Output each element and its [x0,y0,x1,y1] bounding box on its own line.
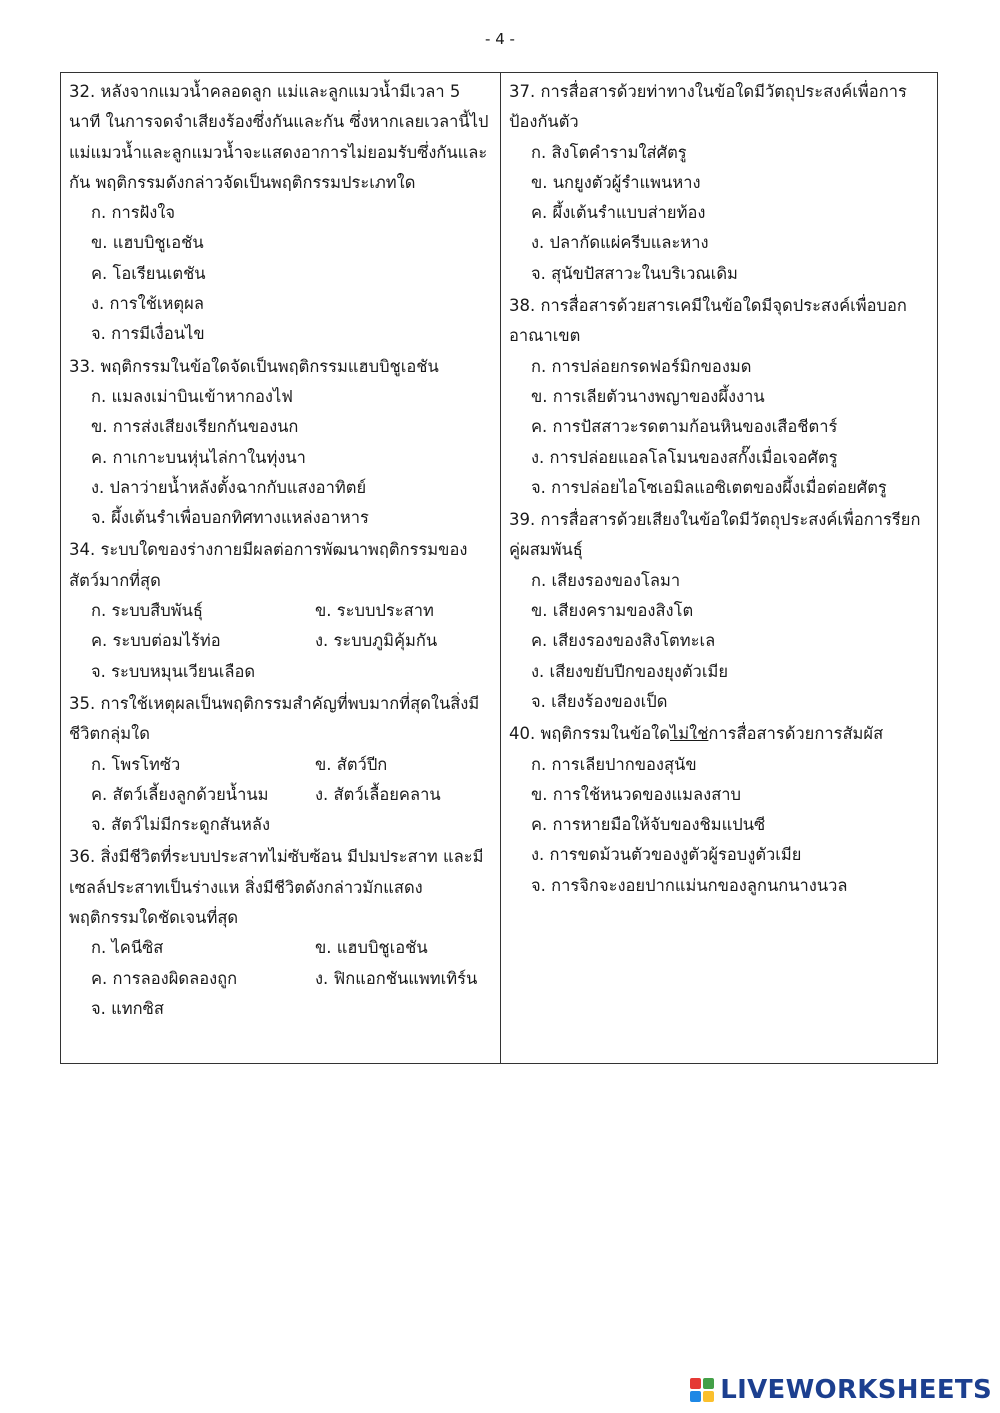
option[interactable]: จ. การจิกจะงอยปากแม่นกของลูกนกนางนวล [531,875,848,895]
option[interactable]: ค. โอเรียนเตชัน [91,263,206,283]
option[interactable]: ง. ปลาว่ายน้ำหลังตั้งฉากกับแสงอาทิตย์ [91,477,367,497]
question-36 [69,842,492,1024]
question-stem: 39. การสื่อสารด้วยเสียงในข้อใดมีวัตถุประสงค์เพื่อการรียกคู่ผสมพันธุ์ [509,510,921,560]
option[interactable]: ง. เสียงขยับปีกของยุงตัวเมีย [531,661,729,681]
question-stem: 37. การสื่อสารด้วยท่าทางในข้อใดมีวัตถุประสงค์เพื่อการป้องกันตัว [509,82,907,132]
question-40 [509,719,929,901]
question-table [60,72,938,1064]
option[interactable]: ค. การลองผิดลองถูก [91,968,238,988]
option[interactable]: จ. การมีเงื่อนไข [91,324,205,344]
option[interactable]: ข. สัตว์ปีก [315,754,388,774]
question-37 [509,77,929,289]
option[interactable]: ข. การส่งเสียงเรียกกันของนก [91,417,299,437]
question-stem [509,719,929,749]
option[interactable]: ง. การปล่อยแอลโลโมนของสกั๊งเมื่อเจอศัตรู [531,447,838,467]
question-stem: 32. หลังจากแมวน้ำคลอดลูก แม่และลูกแมวน้ำมีเวลา 5 นาที ในการจดจำเสียงร้องซึ่งกันและกัน ซึ่งหากเลยเวลานี้ไป แม่แมวน้ำและลูกแมวน้ำจะแสดงอาการไม่ยอมรับซึ่งกันและกัน พฤติกรรมดังกล่าวจัดเป็นพฤติกรรมประเภทใด [69,82,489,192]
option[interactable]: ค. กาเกาะบนหุ่นไล่กาในทุ่งนา [91,447,306,467]
option[interactable]: ค. สัตว์เลี้ยงลูกด้วยน้ำนม [91,784,269,804]
option[interactable]: จ. การปล่อยไอโซเอมิลแอซิเตตของผึ้งเมื่อต่อยศัตรู [531,477,887,497]
option[interactable]: ก. ระบบสืบพันธุ์ [91,601,203,621]
option[interactable]: ก. การฝังใจ [91,203,176,223]
option[interactable]: ง. ปลากัดแผ่ครีบและหาง [531,233,709,253]
question-stem: 34. ระบบใดของร่างกายมีผลต่อการพัฒนาพฤติกรรมของสัตว์มากที่สุด [69,540,468,590]
option[interactable]: ข. นกยูงตัวผู้รำแพนหาง [531,172,701,192]
option[interactable]: ข. การใช้หนวดของแมลงสาบ [531,784,742,804]
liveworksheets-logo [690,1375,992,1405]
question-34 [69,535,492,686]
option[interactable]: จ. เสียงร้องของเป็ด [531,691,668,711]
question-38 [509,291,929,503]
option[interactable]: ก. การปล่อยกรดฟอร์มิกของมด [531,356,752,376]
option[interactable]: ง. การขดม้วนตัวของงูตัวผู้รอบงูตัวเมีย [531,845,802,865]
option[interactable]: ค. การปัสสาวะรดตามก้อนหินของเสือชีตาร์ [531,417,838,437]
right-column [501,73,937,1063]
option[interactable]: ง. การใช้เหตุผล [91,294,204,314]
option[interactable]: จ. สัตว์ไม่มีกระดูกสันหลัง [91,815,271,835]
option[interactable]: ก. โพรโทซัว [91,754,181,774]
option[interactable]: ก. สิงโตคำรามใส่ศัตรู [531,142,687,162]
option[interactable]: จ. ระบบหมุนเวียนเลือด [91,661,256,681]
stem-before: 40. พฤติกรรมในข้อใด [509,724,670,744]
question-39 [509,505,929,717]
option[interactable]: ค. เสียงรองของสิงโตทะเล [531,631,716,651]
page-number: - 4 - [485,30,515,48]
option[interactable]: จ. ผึ้งเต้นรำเพื่อบอกทิศทางแหล่งอาหาร [91,508,369,528]
question-35 [69,689,492,840]
option[interactable]: จ. สุนัขปัสสาวะในบริเวณเดิม [531,263,738,283]
option[interactable]: ก. ไคนีซิส [91,938,164,958]
question-stem: 38. การสื่อสารด้วยสารเคมีในข้อใดมีจุดประสงค์เพื่อบอกอาณาเขต [509,296,907,346]
question-stem: 35. การใช้เหตุผลเป็นพฤติกรรมสำคัญที่พบมากที่สุดในสิ่งมีชีวิตกลุ่มใด [69,693,480,744]
option[interactable]: ข. ระบบประสาท [315,601,434,621]
option[interactable]: ง. สัตว์เลื้อยคลาน [315,784,441,804]
option[interactable]: ข. แฮบบิชูเอชัน [315,938,428,958]
option[interactable]: ข. แฮบบิชูเอชัน [91,233,204,253]
question-32 [69,77,492,350]
option[interactable]: ง. ฟิกแอกชันแพทเทิร์น [315,968,478,988]
question-stem: 36. สิ่งมีชีวิตที่ระบบประสาทไม่ซับซ้อน มีปมประสาท และมีเซลล์ประสาทเป็นร่างแห สิ่งมีชีวิตดังกล่าวมักแสดงพฤติกรรมใดชัดเจนที่สุด [69,847,484,928]
option[interactable]: ค. ผึ้งเต้นรำแบบส่ายท้อง [531,203,706,223]
option[interactable]: ค. การหายมือให้จับของชิมแปนซี [531,815,766,835]
brand-name: LIVEWORKSHEETS [720,1375,992,1405]
option[interactable]: ก. เสียงรองของโลมา [531,570,681,590]
left-column [61,73,501,1063]
question-stem: 33. พฤติกรรมในข้อใดจัดเป็นพฤติกรรมแฮบบิชูเอชัน [69,356,439,376]
option[interactable]: ข. เสียงครามของสิงโต [531,601,694,621]
option[interactable]: ค. ระบบต่อมไร้ท่อ [91,631,221,651]
liveworksheets-mark-icon [690,1378,714,1402]
question-33 [69,352,492,534]
option[interactable]: ง. ระบบภูมิคุ้มกัน [315,631,438,651]
option[interactable]: ก. การเลียปากของสุนัข [531,754,697,774]
option[interactable]: จ. แทกซิส [91,998,164,1018]
option[interactable]: ข. การเลียตัวนางพญาของผึ้งงาน [531,386,765,406]
stem-after: การสื่อสารด้วยการสัมผัส [708,724,884,744]
option[interactable]: ก. แมลงเม่าบินเข้าหากองไฟ [91,386,293,406]
stem-underlined: ไม่ใช่ [669,724,709,744]
